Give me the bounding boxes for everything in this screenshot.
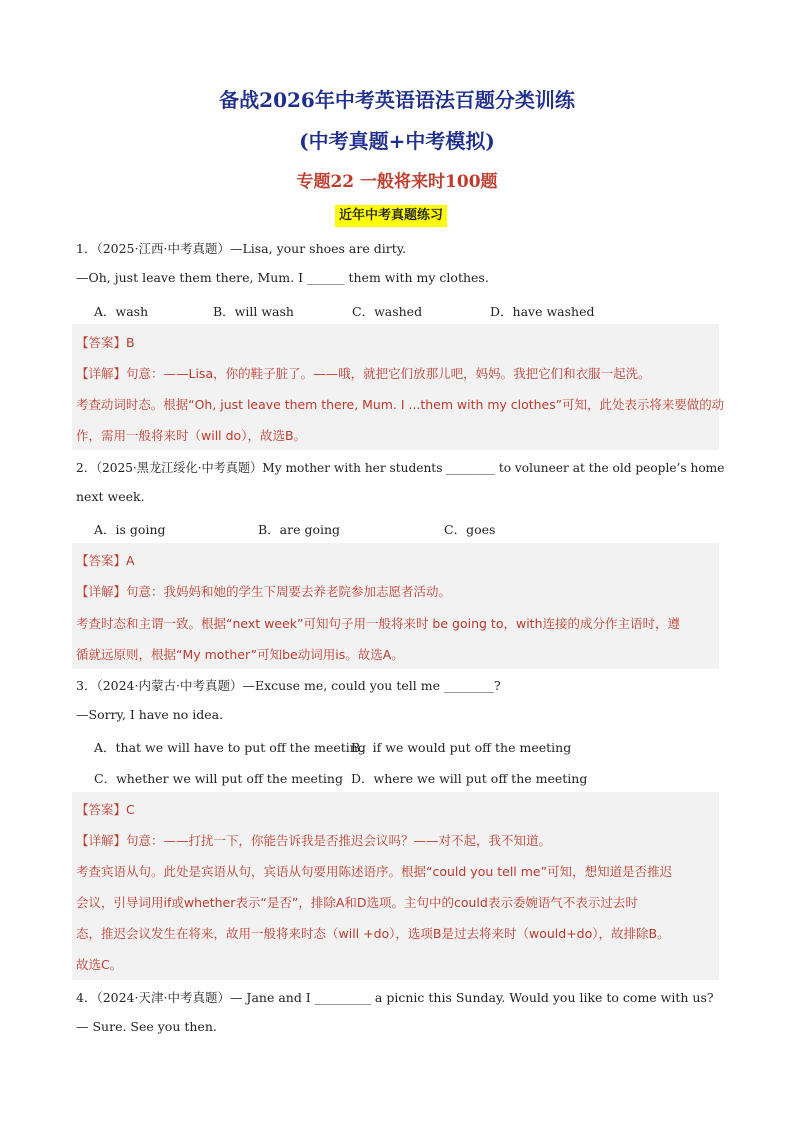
topic-title: 专题22 一般将来时100题	[296, 172, 498, 192]
question-3-option-d: D．where we will put off the meeting	[351, 771, 588, 786]
question-3-stem: 3．（2024·内蒙古·中考真题）—Excuse me, could you tell me ________?	[76, 678, 501, 693]
question-3-answer-box	[72, 792, 719, 980]
question-4-stem: 4．（2024·天津·中考真题）— Jane and I _________ a picnic this Sunday. Would you like to come with us?	[76, 990, 714, 1005]
question-2-detail-line-1: 【详解】句意：我妈妈和她的学生下周要去养老院参加志愿者活动。	[76, 584, 452, 599]
question-1-detail-line-3: 作，需用一般将来时（will do），故选B。	[76, 428, 307, 443]
question-2-detail-line-2: 考查时态和主谓一致。根据“next week”可知句子用一般将来时 be going to，with连接的成分作主语时，遵	[76, 616, 680, 631]
question-2-detail-line-3: 循就远原则，根据“My mother”可知be动词用is。故选A。	[76, 647, 404, 662]
question-2-answer: 【答案】A	[76, 553, 135, 568]
question-3-detail-line-4: 态，推迟会议发生在将来，故用一般将来时态（will +do），选项B是过去将来时（would+do），故排除B。	[76, 926, 670, 941]
question-3-detail-line-2: 考查宾语从句。此处是宾语从句，宾语从句要用陈述语序。根据“could you tell me”可知，想知道是否推迟	[76, 864, 673, 879]
question-3-option-b: B．if we would put off the meeting	[351, 740, 572, 755]
document-subtitle: (中考真题+中考模拟)	[299, 129, 495, 153]
question-2-option-b: B．are going	[258, 522, 341, 537]
question-4-stem-line2: — Sure. See you then.	[76, 1019, 217, 1034]
question-2-option-a: A．is going	[94, 522, 166, 537]
question-1-detail-line-1: 【详解】句意：——Lisa，你的鞋子脏了。——哦，就把它们放那儿吧，妈妈。我把它们和衣服一起洗。	[76, 366, 651, 381]
question-1-option-c: C．washed	[352, 304, 423, 319]
question-2-stem: 2．（2025·黑龙江绥化·中考真题）My mother with her students ________ to voluneer at the old people’s home	[76, 460, 725, 475]
document-title: 备战2026年中考英语语法百题分类训练	[219, 88, 575, 112]
question-3-stem-line2: —Sorry, I have no idea.	[76, 707, 224, 722]
question-2-stem-line2: next week.	[76, 489, 145, 504]
question-3-answer: 【答案】C	[76, 802, 135, 817]
question-1-stem-line2: —Oh, just leave them there, Mum. I ______ them with my clothes.	[76, 270, 489, 285]
question-1-stem: 1．（2025·江西·中考真题）—Lisa, your shoes are dirty.	[76, 241, 407, 256]
question-3-detail-line-5: 故选C。	[76, 957, 123, 972]
question-1-answer: 【答案】B	[76, 335, 135, 350]
question-1-option-d: D．have washed	[490, 304, 595, 319]
question-3-detail-line-3: 会议，引导词用if或whether表示“是否”，排除A和D选项。主句中的could表示委婉语气不表示过去时	[76, 895, 638, 910]
section-heading: 近年中考真题练习	[335, 205, 447, 227]
question-1-option-b: B．will wash	[213, 304, 294, 319]
question-3-option-a: A．that we will have to put off the meeting	[94, 740, 366, 755]
question-1-option-a: A．wash	[94, 304, 149, 319]
question-3-detail-line-1: 【详解】句意：——打扰一下，你能告诉我是否推迟会议吗？——对不起，我不知道。	[76, 833, 552, 848]
question-3-option-c: C．whether we will put off the meeting	[94, 771, 343, 786]
question-1-detail-line-2: 考查动词时态。根据“Oh, just leave them there, Mum. I ...them with my clothes”可知，此处表示将来要做的动	[76, 397, 725, 412]
question-2-option-c: C．goes	[444, 522, 496, 537]
